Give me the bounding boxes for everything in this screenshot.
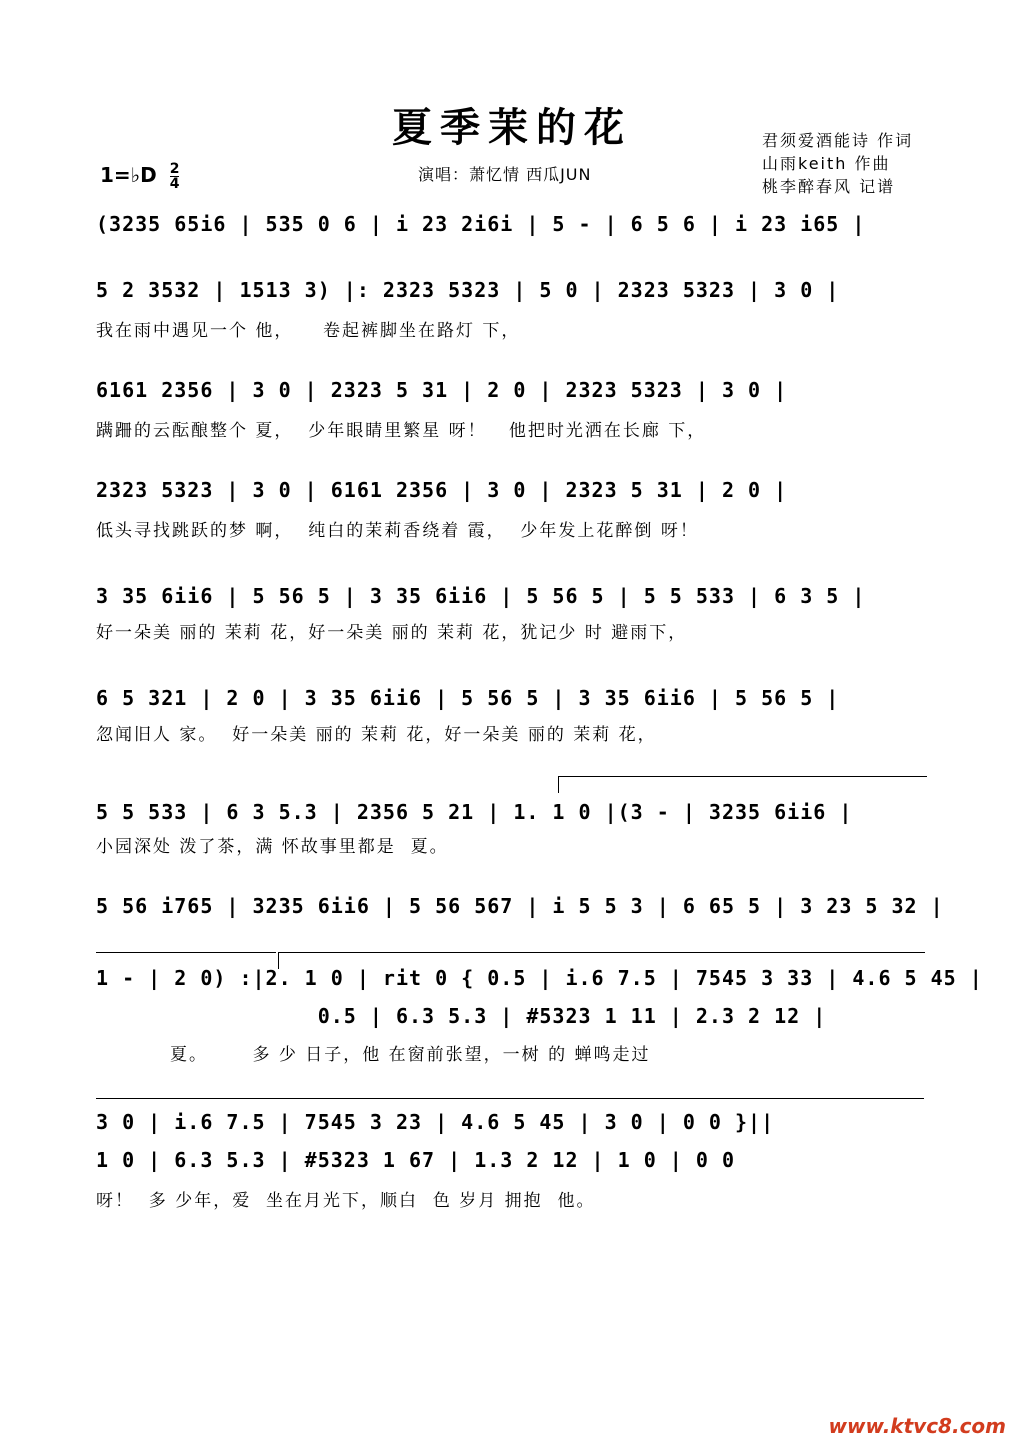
notation-line-6: 6 5 321 | 2 0 | 3 35 6ii6 | 5 56 5 | 3 35 6ii6 | 5 56 5 |	[96, 686, 840, 710]
notation-line-12: 1 0 | 6.3 5.3 | #5323 1 67 | 1.3 2 12 | 1 0 | 0 0	[96, 1148, 749, 1172]
time-signature	[170, 162, 180, 191]
lyric-line-4: 低头寻找跳跃的梦 啊， 纯白的茉莉香绕着 霞， 少年发上花醉倒 呀！	[96, 521, 699, 541]
notation-line-1: (3235 65i6 | 535 0 6 | i 23 2i6i | 5 - | 6 5 6 | i 23 i65 |	[96, 212, 866, 236]
notation-line-9: 1 - | 2 0) :|2. 1 0 | rit 0 { 0.5 | i.6 7.5 | 7545 3 33 | 4.6 5 45 |	[96, 966, 983, 990]
notation-line-4: 2323 5323 | 3 0 | 6161 2356 | 3 0 | 2323 5 31 | 2 0 |	[96, 478, 788, 502]
staff-separator-line-2	[96, 1098, 924, 1099]
lyric-line-5: 好一朵美 丽的 茉莉 花，好一朵美 丽的 茉莉 花，犹记少 时 避雨下，	[96, 623, 688, 643]
lyric-line-6: 忽闻旧人 家。 好一朵美 丽的 茉莉 花，好一朵美 丽的 茉莉 花，	[96, 725, 657, 745]
composer-credit: 山雨keith 作曲	[762, 154, 891, 173]
second-ending-bracket	[278, 952, 925, 969]
time-signature-bottom: 4	[169, 176, 180, 192]
staff-separator-line	[96, 952, 276, 953]
first-ending-bracket	[558, 776, 927, 793]
notation-line-8: 5 56 i765 | 3235 6ii6 | 5 56 567 | i 5 5 3 | 6 65 5 | 3 23 5 32 |	[96, 894, 944, 918]
notation-line-7: 5 5 533 | 6 3 5.3 | 2356 5 21 | 1. 1 0 |(3 - | 3235 6ii6 |	[96, 800, 853, 824]
notation-line-3: 6161 2356 | 3 0 | 2323 5 31 | 2 0 | 2323 5323 | 3 0 |	[96, 378, 788, 402]
transcriber-credit: 桃李醉春风 记谱	[762, 177, 896, 196]
lyric-line-3: 蹒跚的云酝酿整个 夏， 少年眼睛里繁星 呀！ 他把时光洒在长廊 下，	[96, 421, 707, 441]
notation-line-2: 5 2 3532 | 1513 3) |: 2323 5323 | 5 0 | 2323 5323 | 3 0 |	[96, 278, 840, 302]
key-signature	[100, 162, 179, 191]
site-watermark: www.ktvc8.com	[828, 1414, 1006, 1438]
key-label: 1=♭D	[100, 163, 157, 187]
notation-line-11: 3 0 | i.6 7.5 | 7545 3 23 | 4.6 5 45 | 3 0 | 0 0 }||	[96, 1110, 775, 1134]
song-title: 夏季茉的花	[392, 104, 632, 151]
lyric-line-12: 呀！ 多 少年，爱 坐在月光下，顺白 色 岁月 拥抱 他。	[96, 1191, 596, 1211]
lyric-line-2: 我在雨中遇见一个 他， 卷起裤脚坐在路灯 下，	[96, 321, 521, 341]
notation-line-5: 3 35 6ii6 | 5 56 5 | 3 35 6ii6 | 5 56 5 | 5 5 533 | 6 3 5 |	[96, 584, 866, 608]
lyricist-credit: 君须爱酒能诗 作词	[762, 131, 914, 150]
lyric-line-7: 小园深处 泼了茶，满 怀故事里都是 夏。	[96, 837, 449, 857]
notation-line-10: 0.5 | 6.3 5.3 | #5323 1 11 | 2.3 2 12 |	[96, 1004, 827, 1028]
lyric-line-10: 夏。 多 少 日子，他 在窗前张望，一树 的 蝉鸣走过	[96, 1045, 651, 1065]
singer-label: 演唱：萧忆情 西瓜JUN	[418, 165, 592, 184]
time-signature-top: 2	[169, 161, 180, 177]
